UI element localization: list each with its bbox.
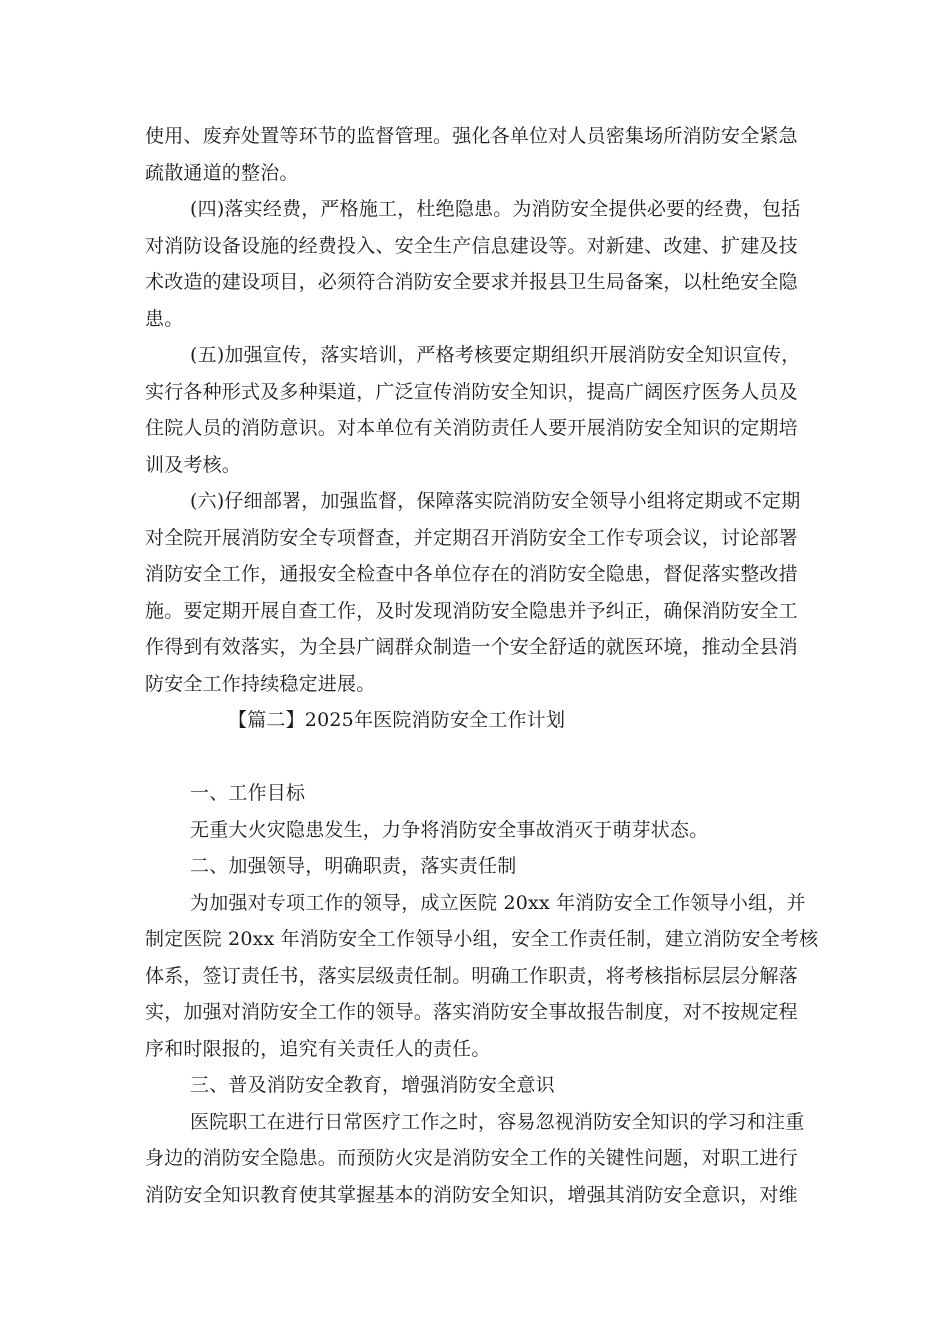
text-line: 三、普及消防安全教育，增强消防安全意识 <box>190 1074 555 1096</box>
text-line: 使用、废弃处置等环节的监督管理。强化各单位对人员密集场所消防安全紧急 <box>145 125 798 147</box>
text-line: 患。 <box>145 307 184 330</box>
text-line: 作得到有效落实，为全县广阔群众制造一个安全舒适的就医环境，推动全县消 <box>145 636 798 658</box>
text-line: 对全院开展消防安全专项督查，并定期召开消防安全工作专项会议，讨论部署 <box>145 526 798 549</box>
text-line: 序和时限报的，追究有关责任人的责任。 <box>145 1037 491 1060</box>
text-line: 对消防设备设施的经费投入、安全生产信息建设等。对新建、改建、扩建及技 <box>145 234 798 257</box>
text-line: 防安全工作持续稳定进展。 <box>145 672 376 695</box>
text-line: 制定医院 20xx 年消防安全工作领导小组，安全工作责任制，建立消防安全考核 <box>145 928 819 950</box>
text-line: 住院人员的消防意识。对本单位有关消防责任人要开展消防安全知识的定期培 <box>145 417 798 439</box>
text-line: 消防安全知识教育使其掌握基本的消防安全知识，增强其消防安全意识，对维 <box>145 1183 798 1206</box>
text-line: (四)落实经费，严格施工，杜绝隐患。为消防安全提供必要的经费，包括 <box>190 198 801 220</box>
text-line: 医院职工在进行日常医疗工作之时，容易忽视消防安全知识的学习和注重 <box>190 1110 805 1133</box>
text-line: 一、工作目标 <box>190 782 306 804</box>
text-line: 施。要定期开展自查工作，及时发现消防安全隐患并予纠正，确保消防安全工 <box>145 599 798 622</box>
text-line: 疏散通道的整治。 <box>145 161 299 184</box>
text-line: (五)加强宣传，落实培训，严格考核要定期组织开展消防安全知识宣传， <box>190 344 801 366</box>
text-line: 身边的消防安全隐患。而预防火灾是消防安全工作的关键性问题，对职工进行 <box>145 1147 798 1169</box>
text-line: 无重大火灾隐患发生，力争将消防安全事故消灭于萌芽状态。 <box>190 818 709 841</box>
text-line: 实，加强对消防安全工作的领导。落实消防安全事故报告制度，对不按规定程 <box>145 1001 798 1023</box>
section-two-body <box>145 775 819 1213</box>
text-line: (六)仔细部署，加强监督，保障落实院消防安全领导小组将定期或不定期 <box>190 490 801 512</box>
text-line: 实行各种形式及多种渠道，广泛宣传消防安全知识，提高广阔医疗医务人员及 <box>145 380 798 403</box>
blank-line <box>145 739 805 776</box>
text-line: 训及考核。 <box>145 453 242 476</box>
section-title: 【篇二】2025年医院消防安全工作计划 <box>228 709 566 731</box>
text-line: 体系，签订责任书，落实层级责任制。明确工作职责，将考核指标层层分解落 <box>145 964 798 987</box>
document-body <box>145 118 819 1213</box>
text-line: 二、加强领导，明确职责，落实责任制 <box>190 855 517 877</box>
text-line: 消防安全工作，通报安全检查中各单位存在的消防安全隐患，督促落实整改措 <box>145 563 798 585</box>
section-one-continued <box>145 118 805 702</box>
text-line: 术改造的建设项目，必须符合消防安全要求并报县卫生局备案，以杜绝安全隐 <box>145 271 798 293</box>
text-line: 为加强对专项工作的领导，成立医院 20xx 年消防安全工作领导小组，并 <box>190 891 806 914</box>
